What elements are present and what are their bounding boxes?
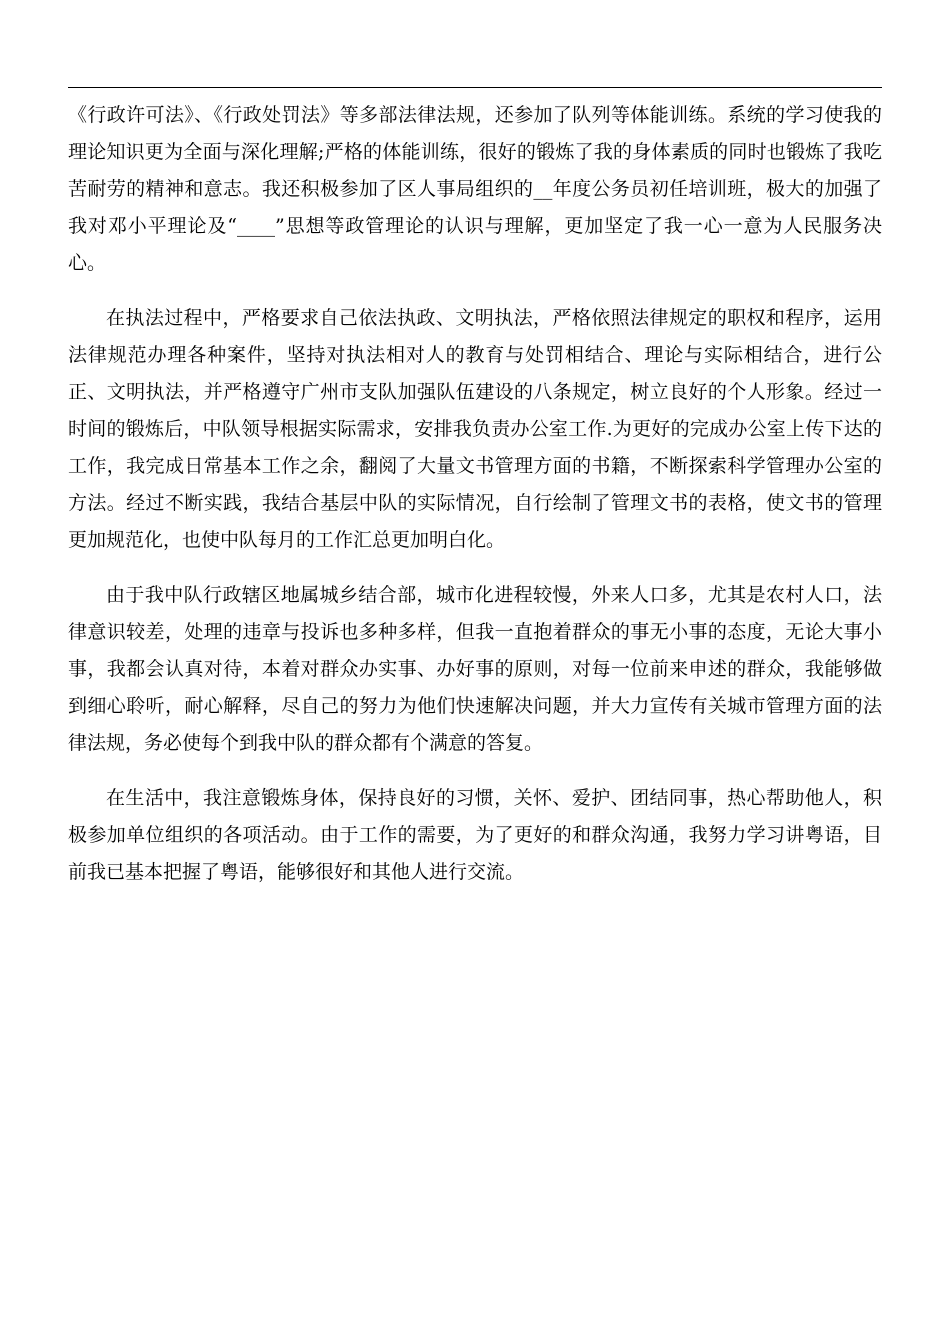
paragraph-2: 在执法过程中，严格要求自己依法执政、文明执法，严格依照法律规定的职权和程序，运用法律规范办理各种案件，坚持对执法相对人的教育与处罚相结合、理论与实际相结合，进行公正、文明执法，并严格遵守广州市支队加强队伍建设的八条规定，树立良好的个人形象。经过一时间的锻炼后，中队领导根据实际需求，安排我负责办公室工作.为更好的完成办公室上传下达的工作，我完成日常基本工作之余，翻阅了大量文书管理方面的书籍，不断探索科学管理办公室的方法。经过不断实践，我结合基层中队的实际情况，自行绘制了管理文书的表格，使文书的管理更加规范化，也使中队每月的工作汇总更加明白化。: [68, 307, 882, 551]
document-body: [68, 97, 882, 891]
paragraph-3: 由于我中队行政辖区地属城乡结合部，城市化进程较慢，外来人口多，尤其是农村人口，法律意识较差，处理的违章与投诉也多种多样，但我一直抱着群众的事无小事的态度，无论大事小事，我都会认真对待，本着对群众办实事、办好事的原则，对每一位前来申述的群众，我能够做到细心聆听，耐心解释，尽自己的努力为他们快速解决问题，并大力宣传有关城市管理方面的法律法规，务必使每个到我中队的群众都有个满意的答复。: [68, 584, 882, 754]
header-rule: [68, 87, 882, 88]
paragraph-gap: [68, 762, 882, 780]
paragraph-gap: [68, 559, 882, 577]
paragraph-1: 《行政许可法》、《行政处罚法》等多部法律法规，还参加了队列等体能训练。系统的学习使我的理论知识更为全面与深化理解;严格的体能训练，很好的锻炼了我的身体素质的同时也锻炼了我吃苦耐劳的精神和意志。我还积极参加了区人事局组织的__年度公务员初任培训班，极大的加强了我对邓小平理论及“____”思想等政管理论的认识与理解，更加坚定了我一心一意为人民服务决心。: [68, 104, 882, 274]
paragraph-4: 在生活中，我注意锻炼身体，保持良好的习惯，关怀、爱护、团结同事，热心帮助他人，积极参加单位组织的各项活动。由于工作的需要，为了更好的和群众沟通，我努力学习讲粤语，目前我已基本把握了粤语，能够很好和其他人进行交流。: [68, 787, 882, 883]
paragraph-gap: [68, 282, 882, 300]
